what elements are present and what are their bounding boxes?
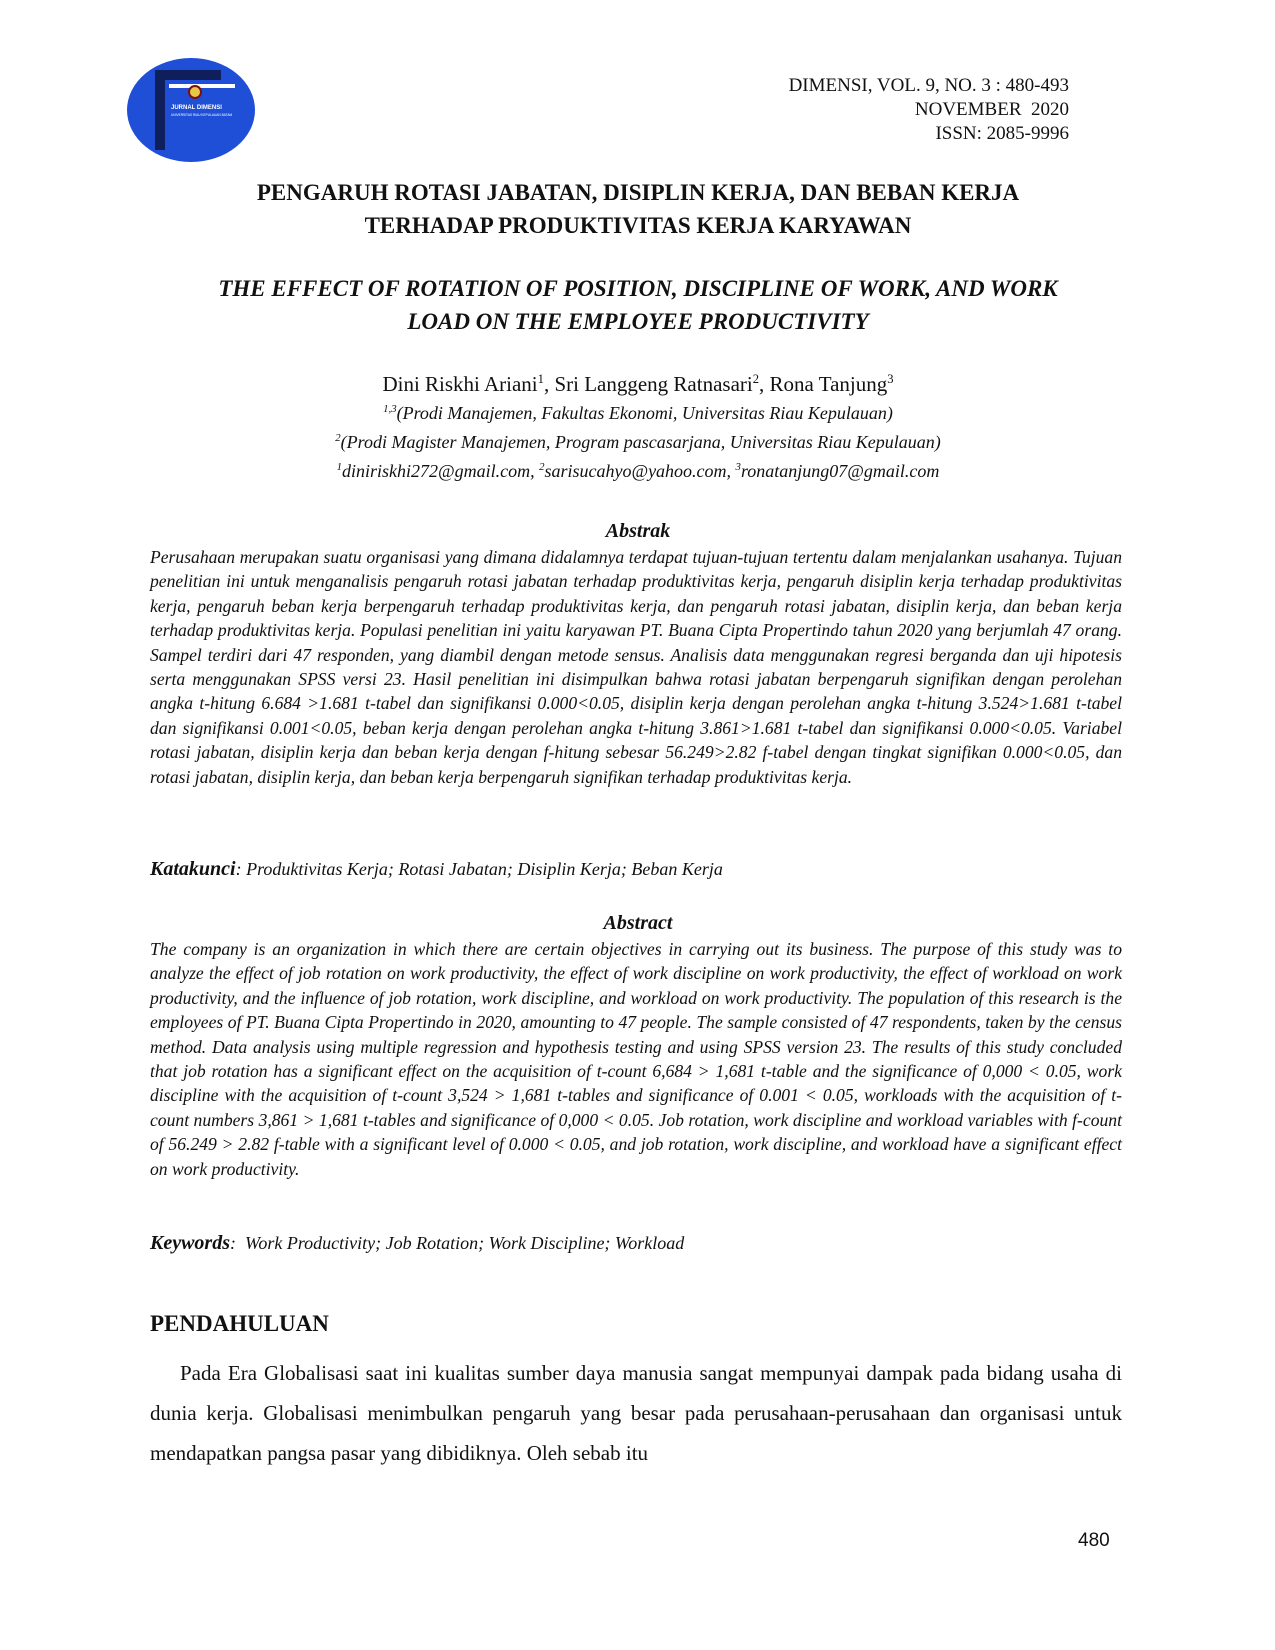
author-emails [148,461,1128,482]
email-sup: 3 [735,461,741,473]
author-name: Sri Langgeng Ratnasari [554,372,753,396]
author-sep: , [543,372,555,396]
journal-volume: DIMENSI, VOL. 9, NO. 3 : 480-493 [788,75,1069,96]
keywords [150,1232,684,1255]
email-1[interactable]: diniriskhi272@gmail.com, [342,461,540,481]
abstract-text: The company is an organization in which there are certain objectives in carrying out its business. The purpose of this study was to analyze the effect of job rotation on work productivity, the effect of work discipline on work productivity, the effect of workload on work productivity, and the influence of job rotation, work discipline, and workload on work productivity. The population of this research is the employees of PT. Buana Cipta Propertindo in 2020, amounting to 47 people. The sample consisted of 47 respondents, taken by the census method. Data analysis using multiple regression and hypothesis testing and using SPSS version 23. The results of this study concluded that job rotation has a significant effect on the acquisition of t-count 6,684 > 1,681 t-table and the significance of 0,000 < 0.05, work discipline with the acquisition of t-count 3,524 > 1,681 t-tables and significance of 0.001 < 0.05, workloads with the acquisition of t-count numbers 3,861 > 1,681 t-tables and significance of 0,000 < 0.05. Job rotation, work discipline and workload variables with f-count of 56.249 > 2.82 f-table with a significant level of 0.000 < 0.05, and job rotation, work discipline, and workload have a significant effect on work productivity. [150,939,1122,1179]
logo-text: JURNAL DIMENSI [171,105,222,111]
authors [148,372,1128,397]
affiliation-sup: 2 [335,432,341,444]
email-sup: 1 [336,461,343,473]
affiliation-2 [148,432,1128,453]
author-sup: 1 [537,372,544,386]
keywords-label: Keywords [150,1232,230,1254]
affiliation-1 [148,403,1128,424]
email-2[interactable]: sarisucahyo@yahoo.com, [544,461,736,481]
katakunci [150,858,723,881]
author-sup: 2 [752,372,760,386]
section-body-text: Pada Era Globalisasi saat ini kualitas sumber daya manusia sangat mempunyai dampak pada bidang usaha di dunia kerja. Globalisasi menimbulkan pengaruh yang besar pada perusahaan-perusahaan dan organisasi untuk mendapatkan pangsa pasar yang dibidiknya. Oleh sebab itu [150,1361,1122,1465]
journal-date: NOVEMBER 2020 [914,99,1069,120]
title-english-line1: THE EFFECT OF ROTATION OF POSITION, DISCIPLINE OF WORK, AND WORK [218,276,1058,301]
author-name: Dini Riskhi Ariani [382,372,538,396]
keywords-text: : Work Productivity; Job Rotation; Work Discipline; Workload [230,1233,685,1253]
abstrak-text: Perusahaan merupakan suatu organisasi yang dimana didalamnya terdapat tujuan-tujuan tertentu dalam menjalankan usahanya. Tujuan penelitian ini untuk menganalisis pengaruh rotasi jabatan terhadap produktivitas kerja, pengaruh disiplin kerja terhadap produktivitas kerja, pengaruh beban kerja berpengaruh terhadap produktivitas kerja, dan pengaruh rotasi jabatan, disiplin kerja, dan beban kerja terhadap produktivitas kerja. Populasi penelitian ini yaitu karyawan PT. Buana Cipta Propertindo tahun 2020 yang berjumlah 47 orang. Sampel terdiri dari 47 responden, yang diambil dengan metode sensus. Analisis data menggunakan regresi berganda dan uji hipotesis serta menggunakan SPSS versi 23. Hasil penelitian ini disimpulkan bahwa rotasi jabatan berpengaruh signifikan dengan perolehan angka t-hitung 6.684 >1.681 t-tabel dan signifikansi 0.000<0.05, disiplin kerja dengan perolehan angka t-hitung 3.524>1.681 t-tabel dan signifikansi 0.001<0.05, beban kerja dengan perolehan angka t-hitung 3.861>1.681 t-tabel dan signifikansi 0.000<0.05. Variabel rotasi jabatan, disiplin kerja dan beban kerja dengan f-hitung sebesar 56.249>2.82 f-tabel dengan tingkat signifikan 0.000<0.05, dan rotasi jabatan, disiplin kerja, dan beban kerja berpengaruh signifikan terhadap produktivitas kerja. [150,547,1122,787]
abstrak-heading: Abstrak [605,520,671,542]
title-indonesian [148,176,1128,242]
logo-subtext: UNIVERSITAS RIAU KEPULAUAN BATAM [171,113,233,117]
katakunci-label: Katakunci [150,858,236,880]
title-indonesian-line2: TERHADAP PRODUKTIVITAS KERJA KARYAWAN [364,213,912,238]
journal-issn: ISSN: 2085-9996 [935,123,1069,144]
page-number: 480 [1078,1530,1110,1551]
section-title: PENDAHULUAN [150,1311,329,1336]
affiliation-sup: 1,3 [383,403,397,415]
affiliation-text: (Prodi Magister Manajemen, Program pascasarjana, Universitas Riau Kepulauan) [340,432,941,452]
title-indonesian-line1: PENGARUH ROTASI JABATAN, DISIPLIN KERJA, DAN BEBAN KERJA [256,180,1020,205]
author-sup: 3 [887,372,894,386]
email-sup: 2 [539,461,545,473]
author-name: Rona Tanjung [769,372,888,396]
abstract-heading: Abstract [603,912,673,934]
email-3[interactable]: ronatanjung07@gmail.com [740,461,940,481]
journal-info [789,74,1069,146]
title-english [148,272,1128,338]
title-english-line2: LOAD ON THE EMPLOYEE PRODUCTIVITY [407,309,869,334]
affiliation-text: (Prodi Manajemen, Fakultas Ekonomi, Universitas Riau Kepulauan) [396,403,893,423]
author-sep: , [759,372,770,396]
journal-logo-icon [125,56,257,164]
katakunci-text: : Produktivitas Kerja; Rotasi Jabatan; Disiplin Kerja; Beban Kerja [235,859,723,879]
